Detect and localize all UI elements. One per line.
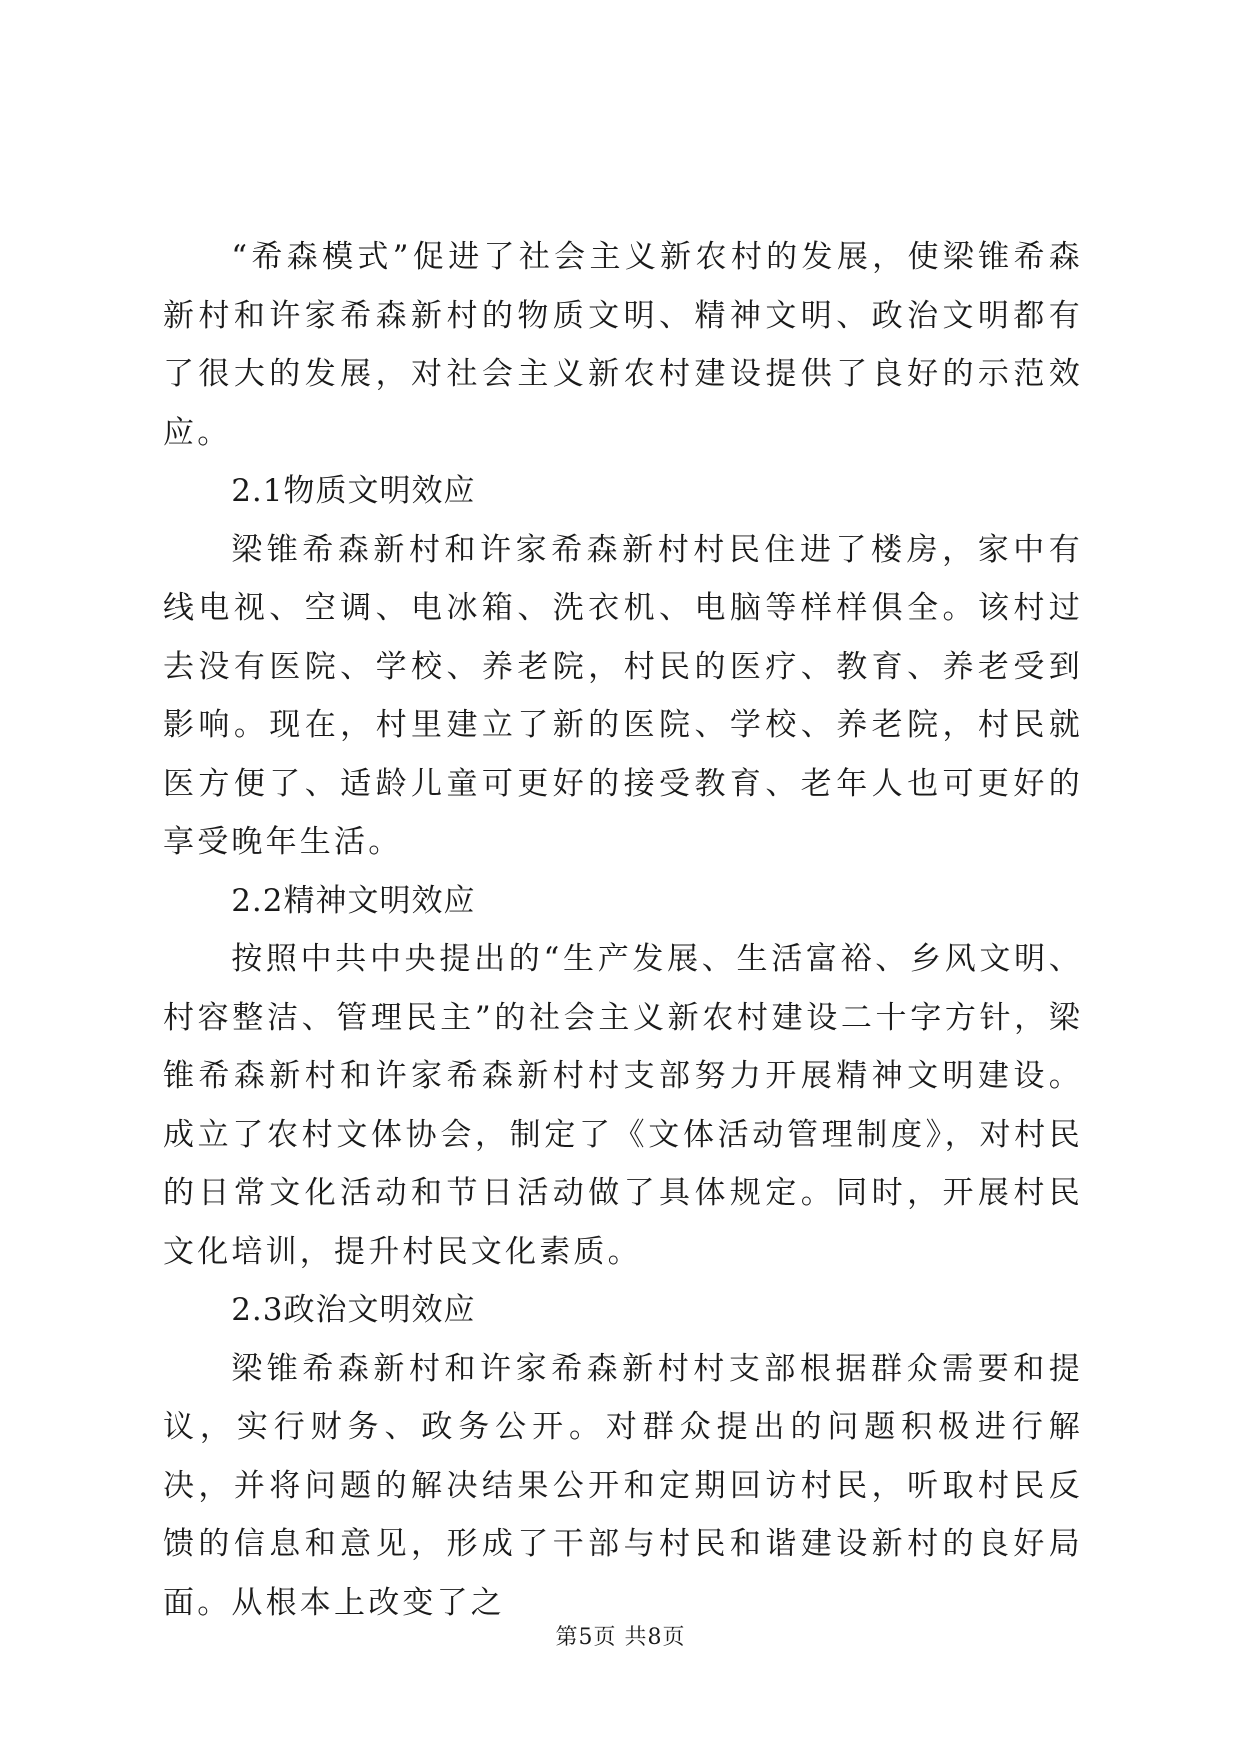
document-body bbox=[163, 228, 1083, 1632]
paragraph-political-civilization: 梁锥希森新村和许家希森新村村支部根据群众需要和提议，实行财务、政务公开。对群众提出的问题积极进行解决，并将问题的解决结果公开和定期回访村民，听取村民反馈的信息和意见，形成了干部与村民和谐建设新村的良好局面。从根本上改变了之 bbox=[163, 1350, 1083, 1621]
paragraph-intro: “希森模式”促进了社会主义新农村的发展，使梁锥希森新村和许家希森新村的物质文明、精神文明、政治文明都有了很大的发展，对社会主义新农村建设提供了良好的示范效应。 bbox=[163, 239, 1083, 451]
page-number-footer: 第5页 共8页 bbox=[555, 1625, 686, 1650]
section-heading-2-3: 2.3政治文明效应 bbox=[231, 1292, 476, 1328]
paragraph-spiritual-civilization: 按照中共中央提出的“生产发展、生活富裕、乡风文明、村容整洁、管理民主”的社会主义新农村建设二十字方针，梁锥希森新村和许家希森新村村支部努力开展精神文明建设。成立了农村文体协会，制定了《文体活动管理制度》，对村民的日常文化活动和节日活动做了具体规定。同时，开展村民文化培训，提升村民文化素质。 bbox=[163, 941, 1083, 1270]
paragraph-material-civilization: 梁锥希森新村和许家希森新村村民住进了楼房，家中有线电视、空调、电冰箱、洗衣机、电脑等样样俱全。该村过去没有医院、学校、养老院，村民的医疗、教育、养老受到影响。现在，村里建立了新的医院、学校、养老院，村民就医方便了、适龄儿童可更好的接受教育、老年人也可更好的享受晚年生活。 bbox=[163, 531, 1083, 860]
section-heading-2-1: 2.1物质文明效应 bbox=[231, 473, 476, 509]
section-heading-2-2: 2.2精神文明效应 bbox=[231, 882, 476, 919]
